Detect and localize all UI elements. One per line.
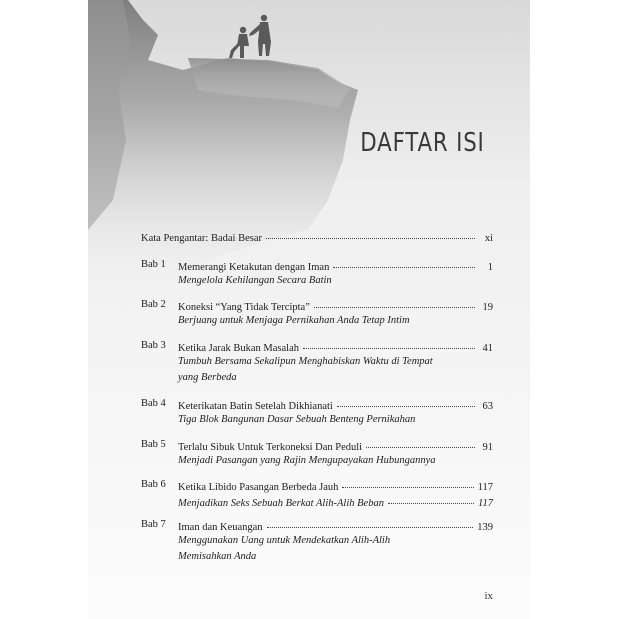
- chapter-subtitle: Mengelola Kehilangan Secara Batin: [178, 275, 332, 286]
- chapter-label: Bab 6: [141, 479, 166, 490]
- chapter-title: Iman dan Keuangan: [178, 522, 263, 533]
- chapter-title: Koneksi “Yang Tidak Tercipta”: [178, 302, 310, 313]
- chapter-subtitle: Tiga Blok Bangunan Dasar Sebuah Benteng Pernikahan: [178, 414, 416, 425]
- dot-leader: [266, 226, 475, 239]
- chapter-label: Bab 2: [141, 299, 166, 310]
- toc-intro-title: Kata Pengantar: Badai Besar: [141, 233, 262, 244]
- chapter-title: Memerangi Ketakutan dengan Iman: [178, 262, 330, 273]
- dot-leader: [337, 394, 475, 407]
- dot-leader: [314, 295, 475, 308]
- chapter-subtitle-cont: yang Berbeda: [178, 372, 237, 383]
- dot-leader: [333, 255, 475, 268]
- chapter-label: Bab 3: [141, 340, 166, 351]
- chapter-subtitle: Berjuang untuk Menjaga Pernikahan Anda Tetap Intim: [178, 315, 410, 326]
- toc-intro-page: xi: [484, 233, 493, 244]
- chapter-page: 91: [482, 442, 493, 453]
- chapter-title: Ketika Jarak Bukan Masalah: [178, 343, 300, 354]
- chapter-label: Bab 7: [141, 519, 166, 530]
- chapter-subtitle-line: [178, 493, 493, 509]
- chapter-subtitle: Menjadi Pasangan yang Rajin Mengupayakan Hubungannya: [178, 455, 436, 466]
- chapter-page: 1: [487, 262, 493, 273]
- chapter-title: Ketika Libido Pasangan Berbeda Jauh: [178, 482, 339, 493]
- dot-leader: [366, 435, 475, 448]
- chapter-subtitle-page: 117: [478, 498, 493, 509]
- page-number: ix: [484, 590, 493, 602]
- book-page: [88, 0, 530, 619]
- chapter-page: 63: [482, 401, 493, 412]
- chapter-page: 117: [477, 482, 493, 493]
- page-title: DAFTAR ISI: [360, 128, 485, 158]
- chapter-label: Bab 4: [141, 398, 166, 409]
- toc-intro-entry: [141, 228, 493, 244]
- chapter-page: 41: [482, 343, 493, 354]
- dot-leader: [267, 515, 474, 528]
- dot-leader: [342, 475, 473, 488]
- chapter-title: Keterikatan Batin Setelah Dikhianati: [178, 401, 333, 412]
- chapter-subtitle: Tumbuh Bersama Sekalipun Menghabiskan Waktu di Tempat: [178, 356, 433, 367]
- dot-leader: [303, 336, 475, 349]
- chapter-subtitle: Menggunakan Uang untuk Mendekatkan Alih-Alih: [178, 535, 391, 546]
- chapter-page: 19: [482, 302, 493, 313]
- chapter-label: Bab 5: [141, 439, 166, 450]
- dot-leader: [388, 491, 474, 504]
- chapter-title: Terlalu Sibuk Untuk Terkoneksi Dan Peduli: [178, 442, 363, 453]
- chapter-label: Bab 1: [141, 259, 166, 270]
- chapter-page: 139: [477, 522, 493, 533]
- chapter-subtitle-cont: Memisahkan Anda: [178, 551, 257, 562]
- chapter-subtitle: Menjadikan Seks Sebuah Berkat Alih-Alih Beban: [178, 498, 384, 509]
